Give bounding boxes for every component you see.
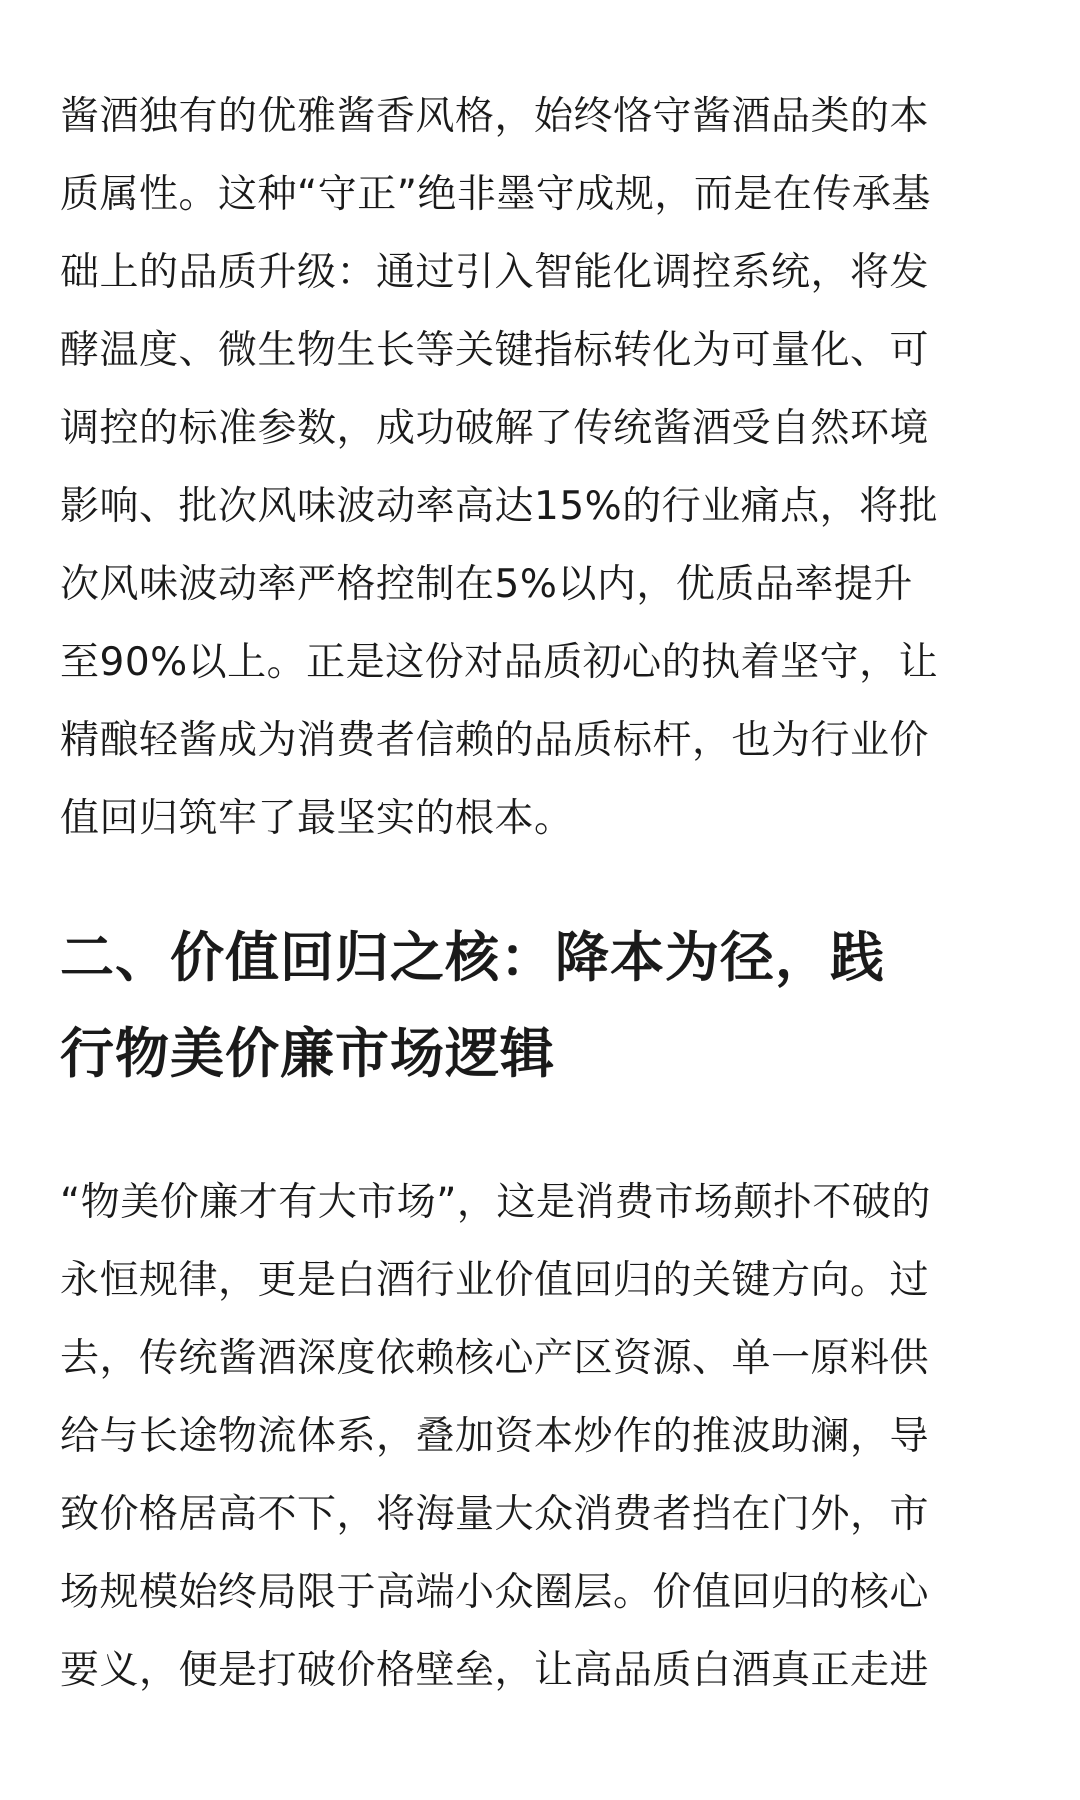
section-heading-value-return: 二、价值回归之核：降本为径，践 行物美价廉市场逻辑 — [60, 926, 885, 1085]
article-paragraph-quality: 酱酒独有的优雅酱香风格，始终恪守酱酒品类的本 质属性。这种“守正”绝非墨守成规，而是在传承基 础上的品质升级：通过引入智能化调控系统，将发 酵温度、微生物生长等关键指标转化为可量化、可 调控的标准参数，成功破解了传统酱酒受自然环境 影响、批次风味波动率高达15%的行业痛点，将批 次风味波动率严格控制在5%以内，优质品率提升 至90%以上。正是这份对品质初心的执着坚守，让 精酿轻酱成为消费者信赖的品质标杆，也为行业价 值回归筑牢了最坚实的根本。 — [60, 94, 939, 841]
article-paragraph-price: “物美价廉才有大市场”，这是消费市场颠扑不破的 永恒规律，更是白酒行业价值回归的关键方向。过 去，传统酱酒深度依赖核心产区资源、单一原料供 给与长途物流体系，叠加资本炒作的推波助澜，导 致价格居高不下，将海量大众消费者挡在门外，市 场规模始终局限于高端小众圈层。价值回归的核心 要义，便是打破价格壁垒，让高品质白酒真正走进 — [60, 1180, 931, 1693]
